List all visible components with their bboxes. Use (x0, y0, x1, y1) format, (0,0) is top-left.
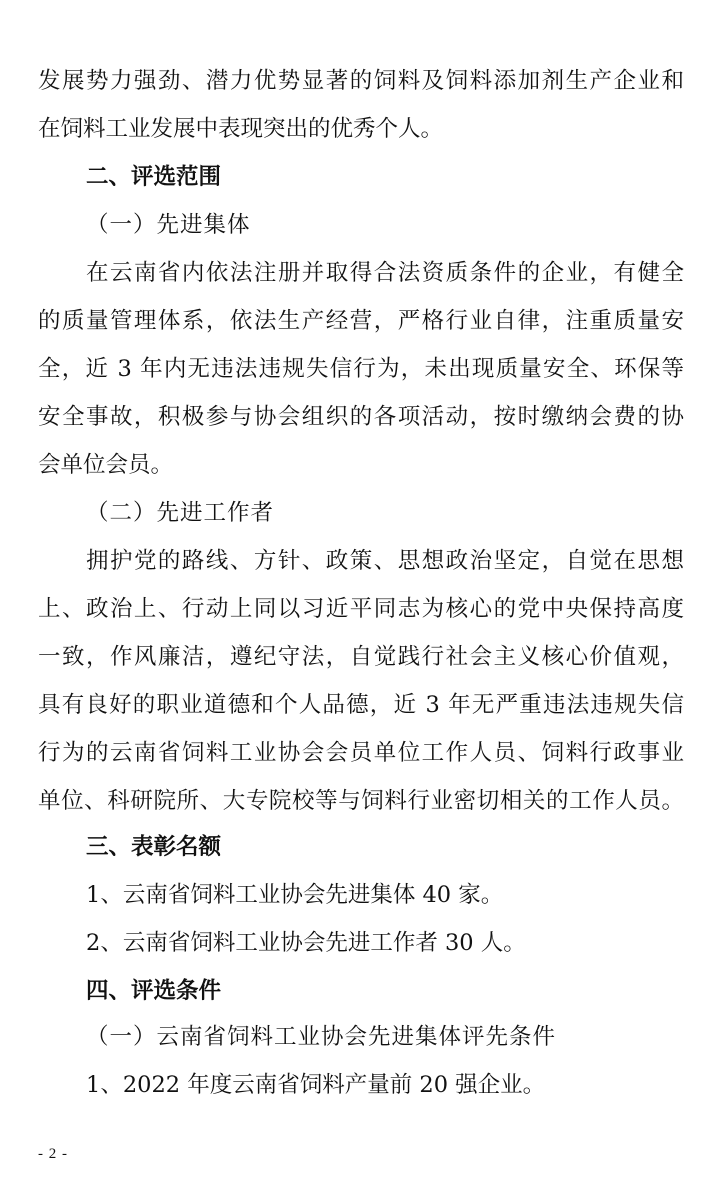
body-text-line: 发展势力强劲、潜力优势显著的饲料及饲料添加剂生产企业和 (38, 68, 684, 94)
section-heading: 三、表彰名额 (86, 834, 222, 860)
body-text-line: 行为的云南省饲料工业协会会员单位工作人员、饲料行政事业 (38, 740, 684, 766)
subsection-heading: （一）云南省饲料工业协会先进集体评先条件 (86, 1024, 557, 1050)
body-text-line: 1、云南省饲料工业协会先进集体 40 家。 (86, 882, 504, 908)
section-heading: 四、评选条件 (86, 978, 222, 1004)
body-text-line: 会单位会员。 (38, 452, 174, 478)
body-text-line: 的质量管理体系，依法生产经营，严格行业自律，注重质量安 (38, 308, 684, 334)
subsection-heading: （二）先进工作者 (86, 500, 275, 526)
body-text-line: 在饲料工业发展中表现突出的优秀个人。 (38, 116, 444, 142)
section-heading: 二、评选范围 (86, 164, 222, 190)
body-text-line: 拥护党的路线、方针、政策、思想政治坚定，自觉在思想 (86, 548, 684, 574)
body-text-line: 上、政治上、行动上同以习近平同志为核心的党中央保持高度 (38, 596, 684, 622)
body-text-line: 2、云南省饲料工业协会先进工作者 30 人。 (86, 930, 526, 956)
body-text-line: 在云南省内依法注册并取得合法资质条件的企业，有健全 (86, 260, 684, 286)
body-text-line: 一致，作风廉洁，遵纪守法，自觉践行社会主义核心价值观， (38, 644, 684, 670)
page-number: - 2 - (38, 1146, 68, 1162)
body-text-line: 1、2022 年度云南省饲料产量前 20 强企业。 (86, 1072, 546, 1098)
body-text-line: 具有良好的职业道德和个人品德，近 3 年无严重违法违规失信 (38, 692, 684, 718)
body-text-line: 全，近 3 年内无违法违规失信行为，未出现质量安全、环保等 (38, 356, 684, 382)
subsection-heading: （一）先进集体 (86, 212, 251, 238)
body-text-line: 单位、科研院所、大专院校等与饲料行业密切相关的工作人员。 (38, 788, 684, 814)
body-text-line: 安全事故，积极参与协会组织的各项活动，按时缴纳会费的协 (38, 404, 684, 430)
